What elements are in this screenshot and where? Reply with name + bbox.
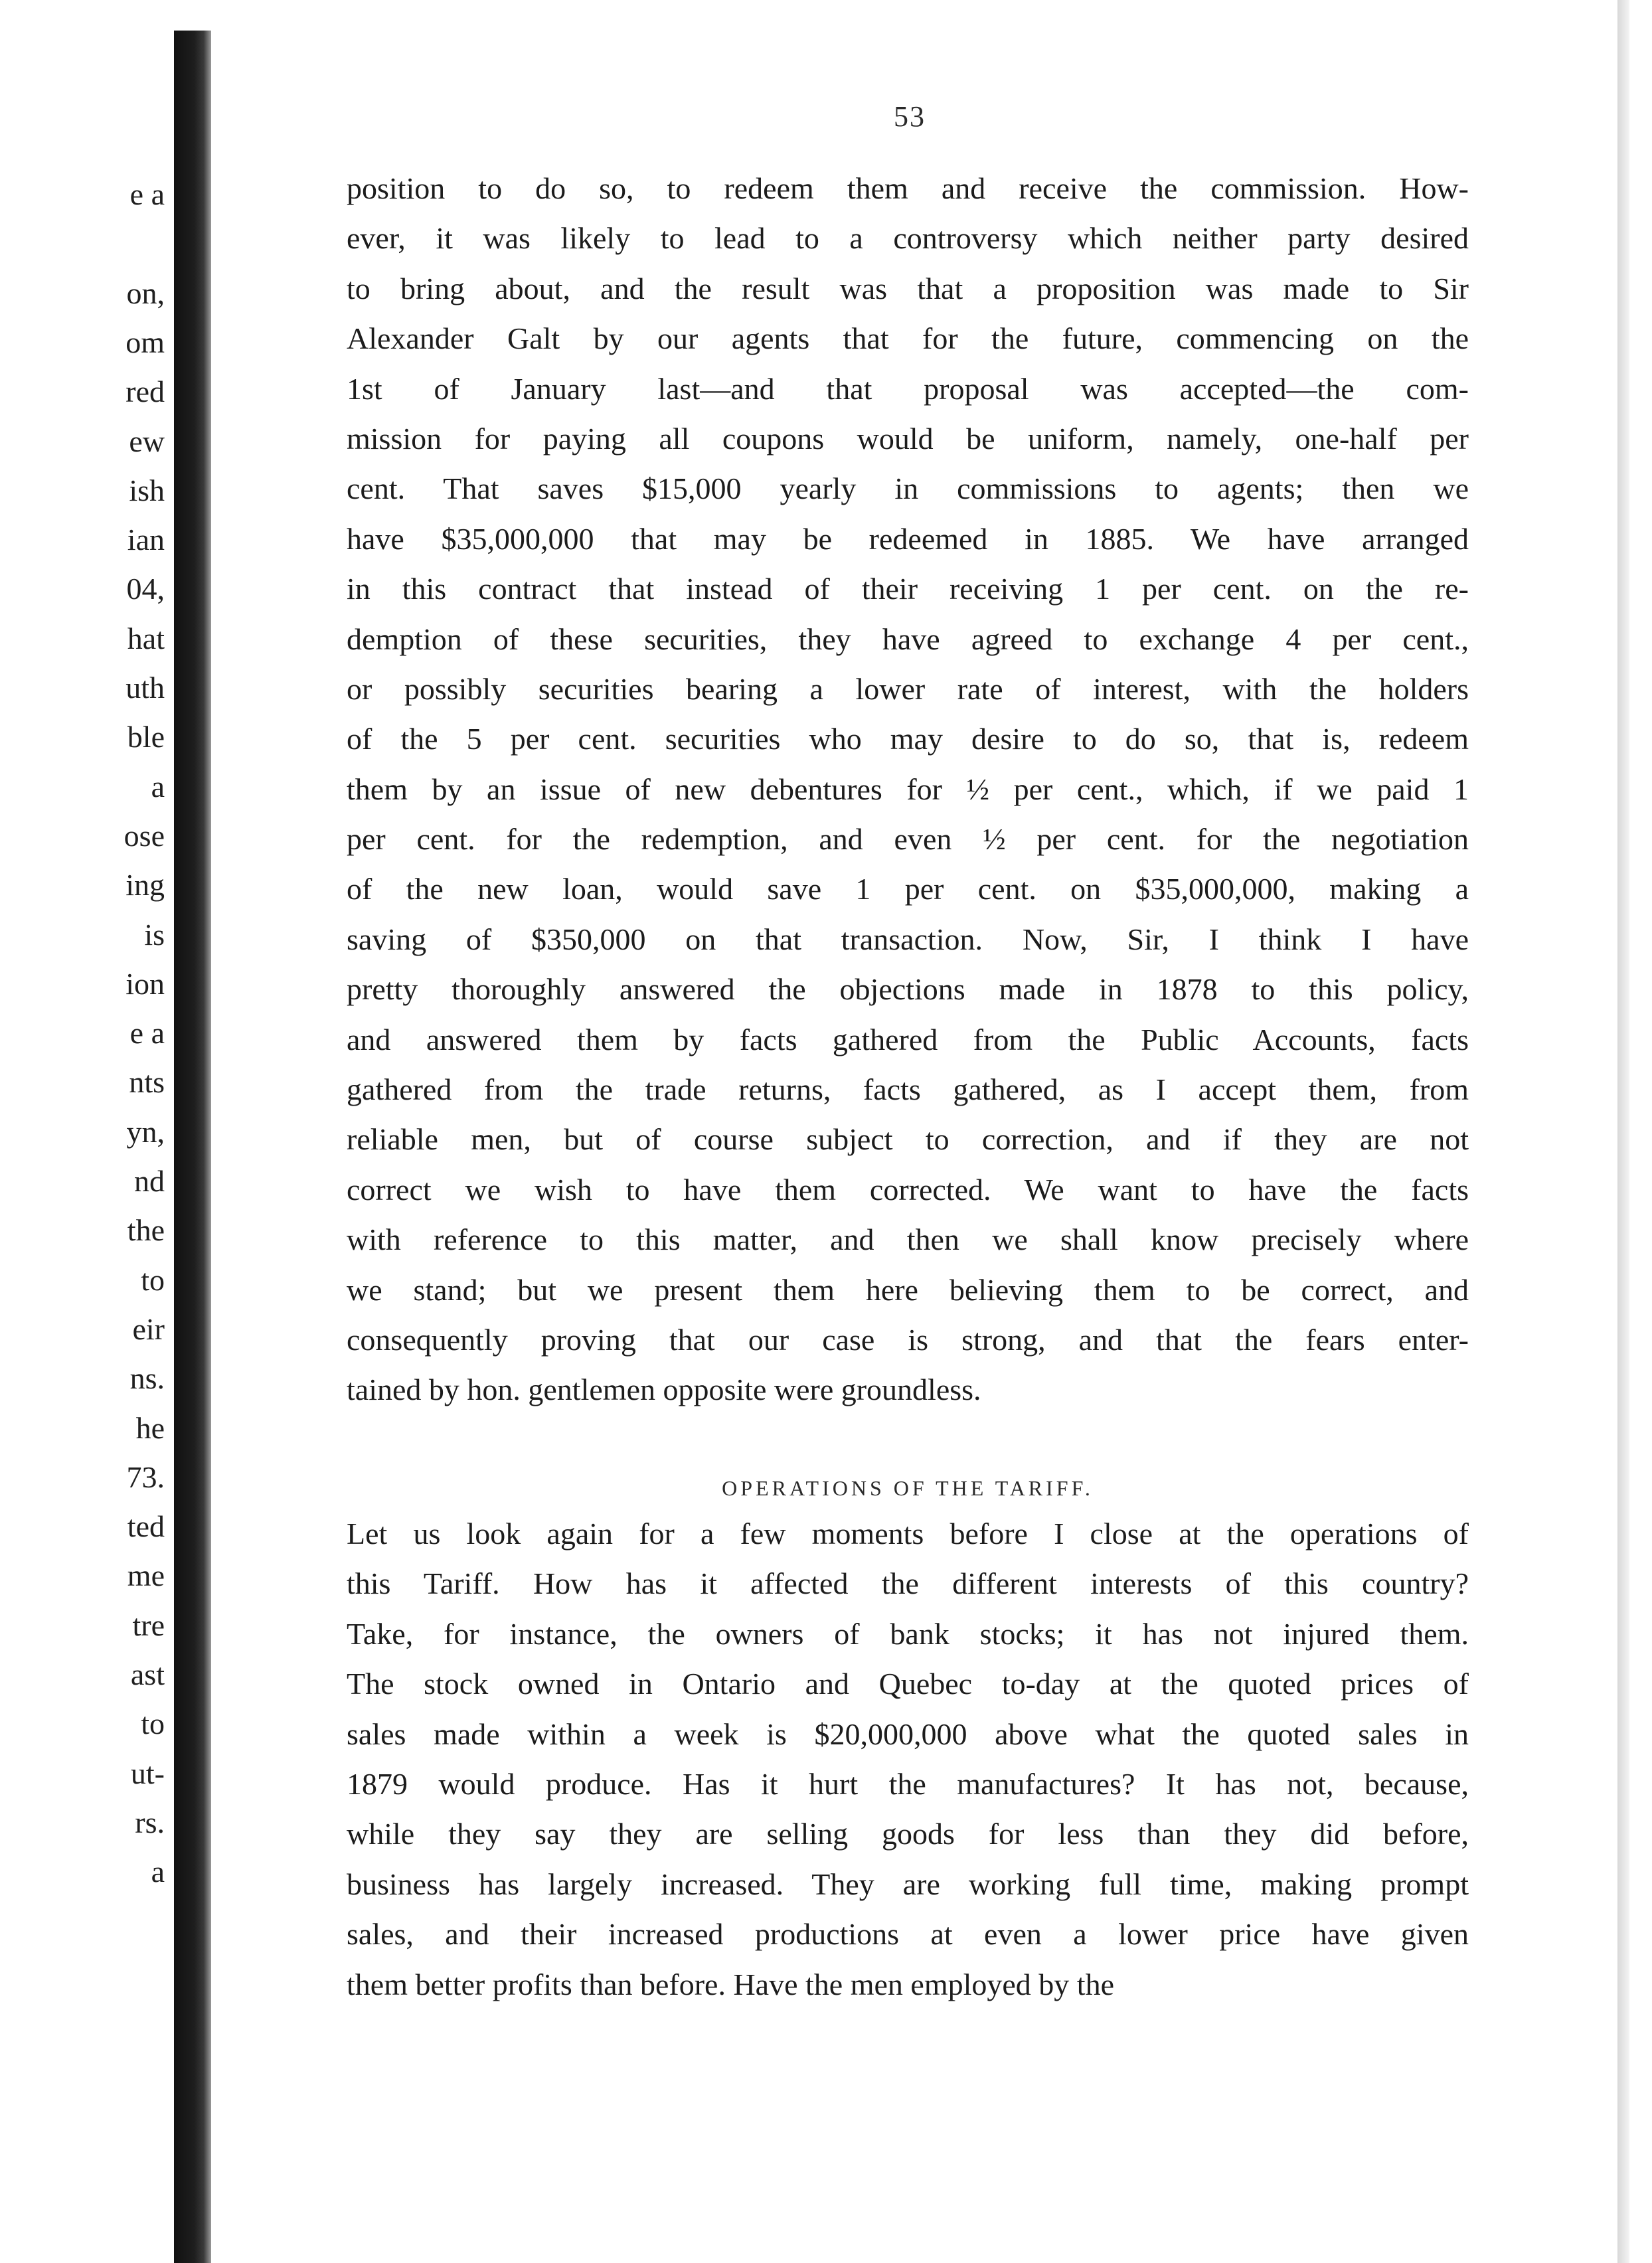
facing-page-line: a	[151, 769, 165, 803]
facing-page-line: ish	[129, 473, 165, 507]
text-line: business has largely increased. They are working full time, making prompt	[347, 1867, 1469, 1901]
facing-page-line: ut-	[130, 1756, 165, 1790]
text-line: in this contract that instead of their receiving 1 per cent. on the re-	[347, 572, 1469, 606]
facing-page-line: ing	[125, 868, 165, 902]
text-line: tained by hon. gentlemen opposite were groundless.	[347, 1373, 981, 1407]
facing-page-line: hat	[127, 621, 165, 655]
facing-page-line: 04,	[126, 572, 165, 606]
facing-page-line: me	[127, 1558, 165, 1593]
text-line: cent. That saves $15,000 yearly in commissions to agents; then we	[347, 471, 1469, 506]
facing-page-line: a	[151, 1855, 165, 1889]
text-line: 1st of January last—and that proposal was accepted—the com-	[347, 371, 1469, 406]
text-line: Take, for instance, the owners of bank stocks; it has not injured them.	[347, 1616, 1469, 1651]
text-line: we stand; but we present them here believing them to be correct, and	[347, 1272, 1469, 1307]
facing-page-line: ns.	[129, 1361, 165, 1396]
facing-page-line: ast	[130, 1657, 165, 1691]
text-line: per cent. for the redemption, and even ½ per cent. for the negotiation	[347, 822, 1469, 857]
facing-page-line: ew	[129, 424, 165, 458]
paragraph-2	[347, 1509, 1469, 2009]
text-line: demption of these securities, they have agreed to exchange 4 per cent.,	[347, 622, 1469, 656]
facing-page-line: om	[125, 325, 165, 359]
text-line: mission for paying all coupons would be uniform, namely, one-half per	[347, 421, 1469, 456]
facing-page-line: to	[141, 1707, 165, 1741]
text-line: reliable men, but of course subject to correction, and if they are not	[347, 1122, 1469, 1157]
text-line: or possibly securities bearing a lower rate of interest, with the holders	[347, 671, 1469, 706]
text-line: gathered from the trade returns, facts gathered, as I accept them, from	[347, 1072, 1469, 1107]
text-line: consequently proving that our case is strong, and that the fears enter-	[347, 1322, 1469, 1357]
text-line: this Tariff. How has it affected the different interests of this country?	[347, 1566, 1469, 1601]
text-line: of the 5 per cent. securities who may desire to do so, that is, redeem	[347, 722, 1469, 756]
page-number: 53	[894, 100, 926, 133]
text-line: position to do so, to redeem them and receive the commission. How-	[347, 171, 1469, 205]
facing-page-line: yn,	[126, 1114, 165, 1149]
facing-page-line: uth	[125, 671, 165, 705]
facing-page-line: ble	[127, 720, 165, 754]
section-heading: OPERATIONS OF THE TARIFF.	[722, 1476, 1094, 1500]
facing-page-line: he	[135, 1410, 165, 1445]
facing-page-line: ian	[127, 523, 165, 557]
text-line: pretty thoroughly answered the objections made in 1878 to this policy,	[347, 972, 1469, 1007]
text-line: them better profits than before. Have the men employed by the	[347, 1967, 1114, 2001]
facing-page-fragment	[0, 0, 174, 2263]
text-line: and answered them by facts gathered from the Public Accounts, facts	[347, 1022, 1469, 1056]
facing-page-line: nts	[129, 1065, 165, 1100]
paragraph-1	[347, 163, 1469, 1415]
facing-page-line: e a	[129, 177, 165, 211]
facing-page-line: rs.	[135, 1805, 165, 1839]
text-line: The stock owned in Ontario and Quebec to-day at the quoted prices of	[347, 1667, 1469, 1701]
facing-page-line: the	[127, 1213, 165, 1248]
gutter-top	[174, 0, 211, 31]
facing-page-line: nd	[134, 1164, 165, 1198]
facing-page-line: red	[125, 375, 165, 409]
facing-page-line: on,	[126, 276, 165, 310]
facing-page-line: ted	[127, 1509, 165, 1544]
text-line: 1879 would produce. Has it hurt the manufactures? It has not, because,	[347, 1766, 1469, 1801]
facing-page-line: is	[144, 917, 165, 952]
binding-gutter	[174, 31, 211, 2263]
text-line: while they say they are selling goods for less than they did before,	[347, 1817, 1469, 1851]
text-line: have $35,000,000 that may be redeemed in 1885. We have arranged	[347, 521, 1469, 556]
text-line: Let us look again for a few moments before I close at the operations of	[347, 1517, 1469, 1551]
text-line: sales, and their increased productions at even a lower price have given	[347, 1917, 1469, 1952]
text-line: correct we wish to have them corrected. We want to have the facts	[347, 1172, 1469, 1207]
text-line: sales made within a week is $20,000,000 above what the quoted sales in	[347, 1717, 1469, 1751]
text-line: them by an issue of new debentures for ½ per cent., which, if we paid 1	[347, 772, 1469, 806]
facing-page-line: 73.	[126, 1460, 165, 1494]
text-line: Alexander Galt by our agents that for the future, commencing on the	[347, 321, 1469, 356]
facing-page-line: to	[141, 1262, 165, 1297]
facing-page-line: ose	[124, 818, 165, 853]
text-line: saving of $350,000 on that transaction. Now, Sir, I think I have	[347, 922, 1469, 956]
text-line: ever, it was likely to lead to a controversy which neither party desired	[347, 221, 1469, 256]
facing-page-line: e a	[129, 1016, 165, 1050]
page-edge	[1617, 0, 1629, 2263]
text-line: of the new loan, would save 1 per cent. on $35,000,000, making a	[347, 872, 1469, 906]
section-2	[347, 1465, 1469, 2009]
text-line: with reference to this matter, and then we shall know precisely where	[347, 1222, 1469, 1257]
facing-page-line: tre	[132, 1608, 165, 1642]
text-line: to bring about, and the result was that a proposition was made to Sir	[347, 271, 1469, 305]
facing-page-line: ion	[125, 966, 165, 1001]
facing-page-line: eir	[132, 1311, 165, 1346]
